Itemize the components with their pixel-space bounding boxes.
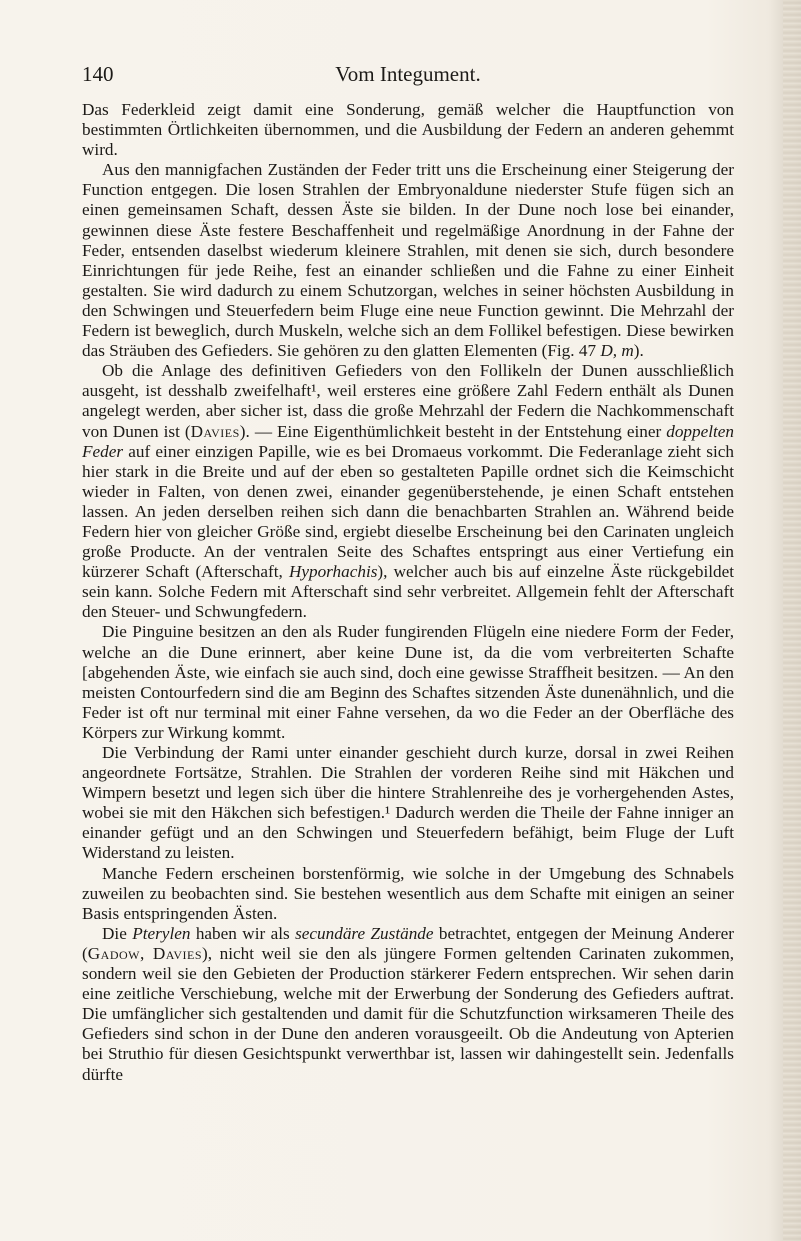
- paragraph-4: Die Pinguine besitzen an den als Ruder fungirenden Flügeln eine niedere Form der Feder, welche an die Dune erinnert, aber keine Dune ist, da die vom verbreiterten Schafte [abgehenden Äste, wie einfach sie auch sind, doch eine gewisse Straffheit besitzen. — An den meisten Contourfedern sind die am Beginn des Schaftes sitzenden Äste dunenähnlich, und die Feder ist oft nur terminal mit einer Fahne versehen, da wo die Feder an der Oberfläche des Körpers zur Wirkung kommt.: [82, 622, 734, 742]
- page-header: [82, 62, 734, 88]
- paragraph-2: Aus den mannigfachen Zuständen der Feder tritt uns die Erscheinung einer Steigerung der Function entgegen. Die losen Strahlen der Embryonaldune niederster Stufe fügen sich an einen gemeinsamen Schaft, dessen Äste sie bilden. In der Dune noch lose bei einander, gewinnen diese Äste festere Beschaffenheit und regelmäßige Anordnung in der Fahne der Feder, entsenden daselbst wiederum kleinere Strahlen, mit denen sie sich, durch besondere Einrichtungen für jede Reihe, fest an einander schließen und die Fahne zu einer Einheit gestalten. Sie wird dadurch zu einem Schutzorgan, welches in seiner höchsten Ausbildung in den Schwingen und Steuerfedern beim Fluge eine neue Function gewinnt. Die Mehrzahl der Federn ist beweglich, durch Muskeln, welche sich an dem Follikel befestigen. Diese bewirken das Sträuben des Gefieders. Sie gehören zu den glatten Elementen (Fig. 47 D, m).: [82, 160, 734, 361]
- paragraph-6: Manche Federn erscheinen borstenförmig, wie solche in der Umgebung des Schnabels zuweilen zu beobachten sind. Sie bestehen wesentlich aus dem Schafte mit einigen an seiner Basis entspringenden Ästen.: [82, 863, 734, 923]
- paragraph-3: Ob die Anlage des definitiven Gefieders von den Follikeln der Dunen ausschließlich ausgeht, ist desshalb zweifelhaft¹, weil ersteres eine größere Zahl Federn enthält als Dunen angelegt werden, aber sicher ist, dass die große Mehrzahl der Federn die Nachkommenschaft von Dunen ist (Davies). — Eine Eigenthümlichkeit besteht in der Entstehung einer doppelten Feder auf einer einzigen Papille, wie es bei Dromaeus vorkommt. Die Federanlage zieht sich hier stark in die Breite und auf der eben so gestalteten Papille ordnet sich die Keimschicht wieder in Falten, von denen zwei, einander gegenüberstehende, je einen Schaft entstehen lassen. An jeden derselben reihen sich dann die benachbarten Strahlen an. Während beide Federn hier von gleicher Größe sind, ergiebt dieselbe Erscheinung bei den Carinaten ungleich große Producte. An der ventralen Seite des Schaftes entspringt aus einer Vertiefung ein kürzerer Schaft (Afterschaft, Hyporhachis), welcher auch bis auf einzelne Äste rückgebildet sein kann. Solche Federn mit Afterschaft sind sehr verbreitet. Allgemein fehlt der Afterschaft den Steuer- und Schwungfedern.: [82, 361, 734, 622]
- body-text: [82, 100, 734, 1085]
- paragraph-5: Die Verbindung der Rami unter einander geschieht durch kurze, dorsal in zwei Reihen angeordnete Fortsätze, Strahlen. Die Strahlen der vorderen Reihe sind mit Häkchen und Wimpern besetzt und legen sich über die hintere Strahlenreihe des je vorhergehenden Astes, wobei sie mit den Häkchen sich befestigen.¹ Dadurch werden die Theile der Fahne inniger an einander gefügt und an den Schwingen und Steuerfedern befähigt, beim Fluge der Luft Widerstand zu leisten.: [82, 743, 734, 863]
- author-citation: Gadow, Davies: [87, 943, 203, 963]
- page-edge: [783, 0, 801, 1241]
- running-title: Vom Integument.: [335, 62, 481, 86]
- paragraph-1: Das Federkleid zeigt damit eine Sonderung, gemäß welcher die Hauptfunction von bestimmten Örtlichkeiten übernommen, und die Ausbildung der Federn an anderen gehemmt wird.: [82, 100, 734, 160]
- paragraph-7: Die Pterylen haben wir als secundäre Zustände betrachtet, entgegen der Meinung Anderer (Gadow, Davies), nicht weil sie den als jüngere Formen geltenden Carinaten zukommen, sondern weil sie den Gebieten der Production stärkerer Federn entsprechen. Wir sehen darin eine zeitliche Verschiebung, welche mit der Erwerbung der Sonderung des Gefieders auftrat. Die umfänglicher sich gestaltenden und damit für die Schutzfunction wirksameren Theile des Gefieders sind schon in der Dune den anderen vorausgeeilt. Ob die Andeutung von Apterien bei Struthio für diesen Gesichtspunkt verwerthbar ist, lassen wir dahingestellt sein. Jedenfalls dürfte: [82, 923, 735, 1084]
- author-citation: Davies: [190, 421, 240, 441]
- page-number: 140: [82, 62, 114, 86]
